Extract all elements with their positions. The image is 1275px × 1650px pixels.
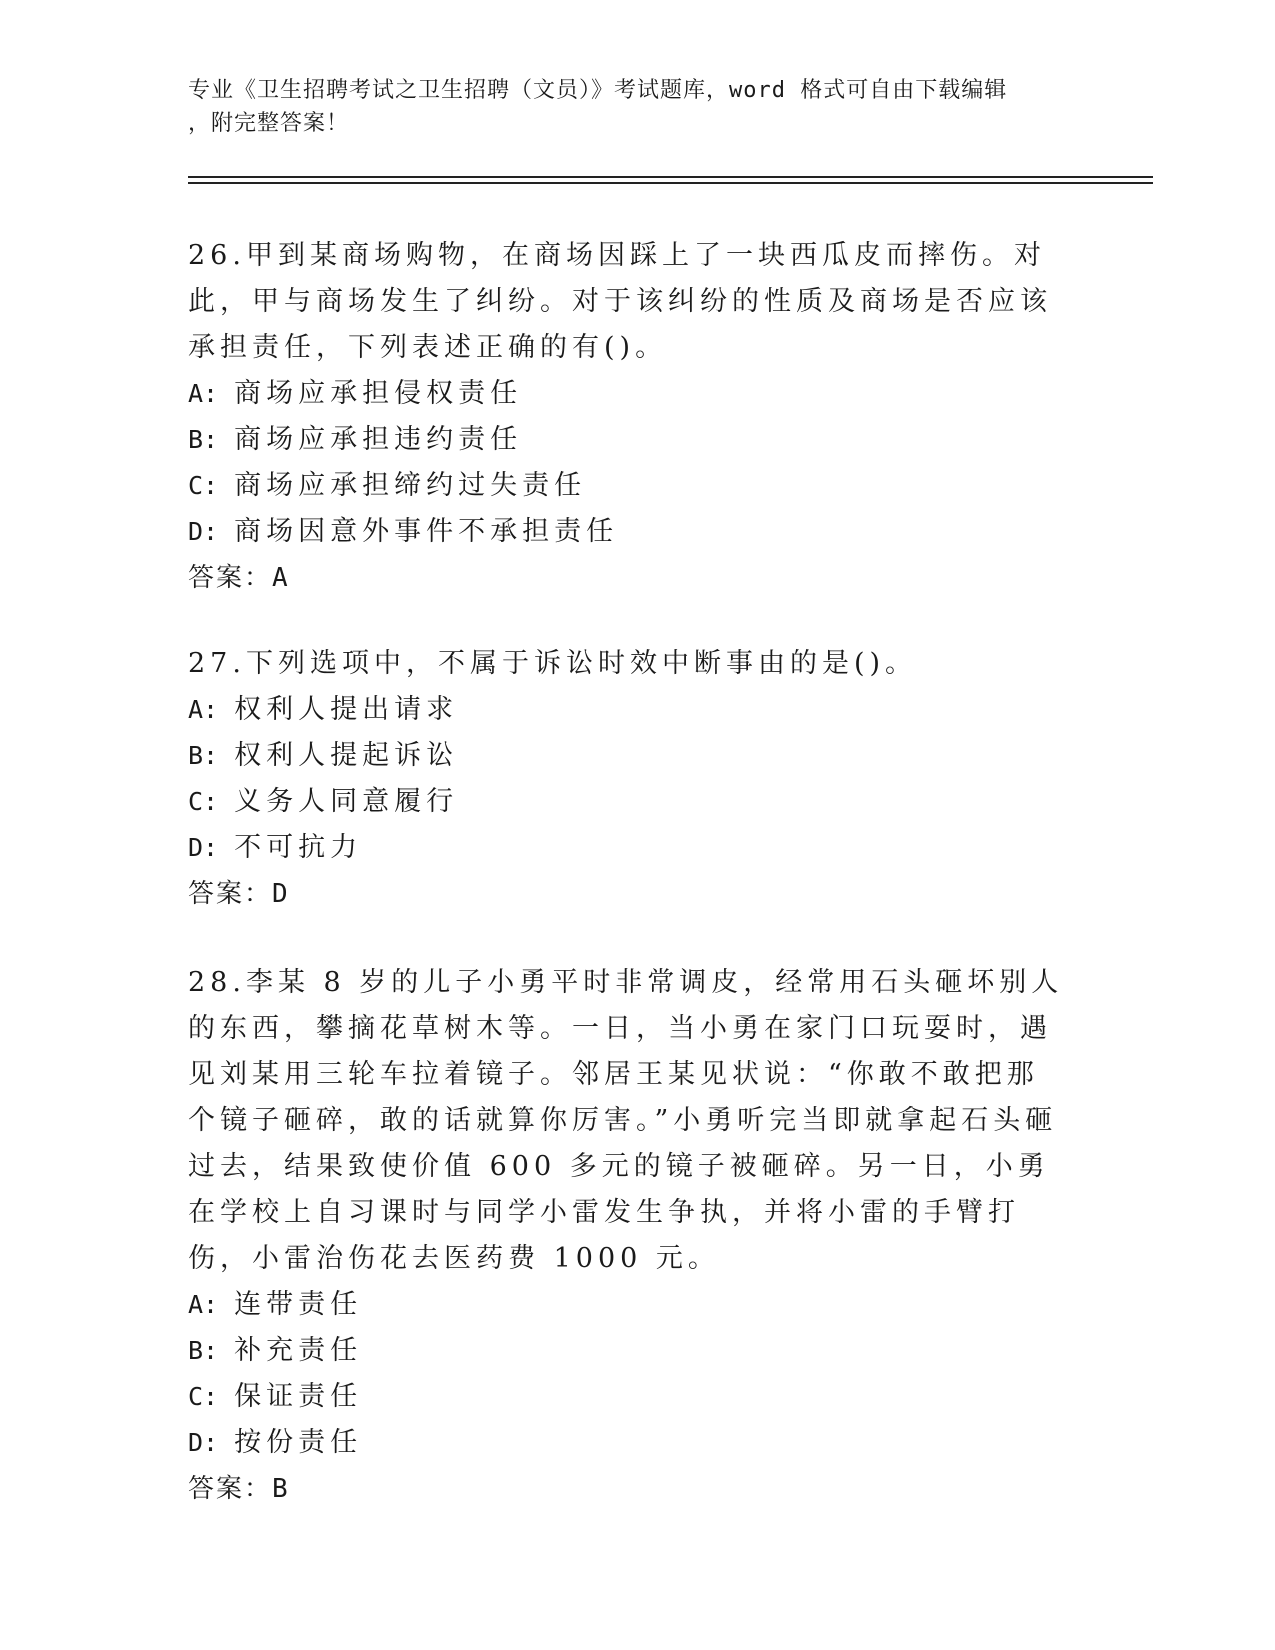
option-text: 不可抗力 [234,832,363,863]
option-b [188,733,1068,779]
option-key: B: [188,425,219,454]
question-number: 27. [188,648,246,679]
answer-value: B [272,1474,290,1504]
option-text: 商场应承担缔约过失责任 [234,470,587,501]
option-key: D: [188,1428,219,1457]
header-line-2: ，附完整答案！ [188,111,350,136]
answer-value: D [272,879,290,909]
question-number: 28. [188,967,246,998]
document-header [188,74,1068,140]
option-key: A: [188,695,219,724]
option-key: D: [188,517,219,546]
option-key: A: [188,379,219,408]
answer-value: A [272,563,290,593]
option-d [188,509,1068,555]
option-text: 按份责任 [234,1427,363,1458]
option-text: 权利人提起诉讼 [234,740,459,771]
option-key: C: [188,787,219,816]
option-key: A: [188,1290,219,1319]
question-text: 甲到某商场购物，在商场因踩上了一块西瓜皮而摔伤。对此，甲与商场发生了纠纷。对于该纠纷的性质及商场是否应该承担责任，下列表述正确的有()。 [188,240,1052,363]
question-stem [188,960,1068,1282]
header-divider-top [188,176,1153,178]
answer-label: 答案： [188,1474,273,1504]
option-b [188,1328,1068,1374]
option-a [188,1282,1068,1328]
question-27 [188,641,1068,917]
option-d [188,825,1068,871]
option-a [188,687,1068,733]
option-text: 权利人提出请求 [234,694,459,725]
option-c [188,463,1068,509]
question-text: 下列选项中，不属于诉讼时效中断事由的是()。 [245,648,918,679]
answer-label: 答案： [188,563,273,593]
question-28 [188,960,1068,1512]
option-d [188,1420,1068,1466]
header-divider-bottom [188,182,1153,184]
option-key: D: [188,833,219,862]
option-c [188,1374,1068,1420]
question-26 [188,233,1068,601]
option-text: 补充责任 [234,1335,363,1366]
header-line-1: 专业《卫生招聘考试之卫生招聘（文员）》考试题库，word 格式可自由下载编辑 [188,78,1008,103]
option-key: B: [188,1336,219,1365]
question-stem [188,233,1068,371]
option-text: 保证责任 [234,1381,363,1412]
question-number: 26. [188,240,246,271]
option-text: 商场因意外事件不承担责任 [234,516,619,547]
option-key: C: [188,471,219,500]
question-stem [188,641,1068,687]
option-text: 商场应承担侵权责任 [234,378,523,409]
option-c [188,779,1068,825]
answer-label: 答案： [188,879,273,909]
answer-line [188,1466,1068,1512]
option-text: 义务人同意履行 [234,786,459,817]
option-text: 商场应承担违约责任 [234,424,523,455]
option-key: C: [188,1382,219,1411]
option-key: B: [188,741,219,770]
answer-line [188,871,1068,917]
option-text: 连带责任 [234,1289,363,1320]
option-b [188,417,1068,463]
question-text: 李某 8 岁的儿子小勇平时非常调皮，经常用石头砸坏别人的东西，攀摘花草树木等。一日，当小勇在家门口玩耍时，遇见刘某用三轮车拉着镜子。邻居王某见状说：“你敢不敢把那个镜子砸碎，敢的话就算你厉害。”小勇听完当即就拿起石头砸过去，结果致使价值 600 多元的镜子被砸碎。另一日，小勇在学校上自习课时与同学小雷发生争执，并将小雷的手臂打伤，小雷治伤花去医药费 1000 元。 [188,967,1064,1274]
option-a [188,371,1068,417]
answer-line [188,555,1068,601]
